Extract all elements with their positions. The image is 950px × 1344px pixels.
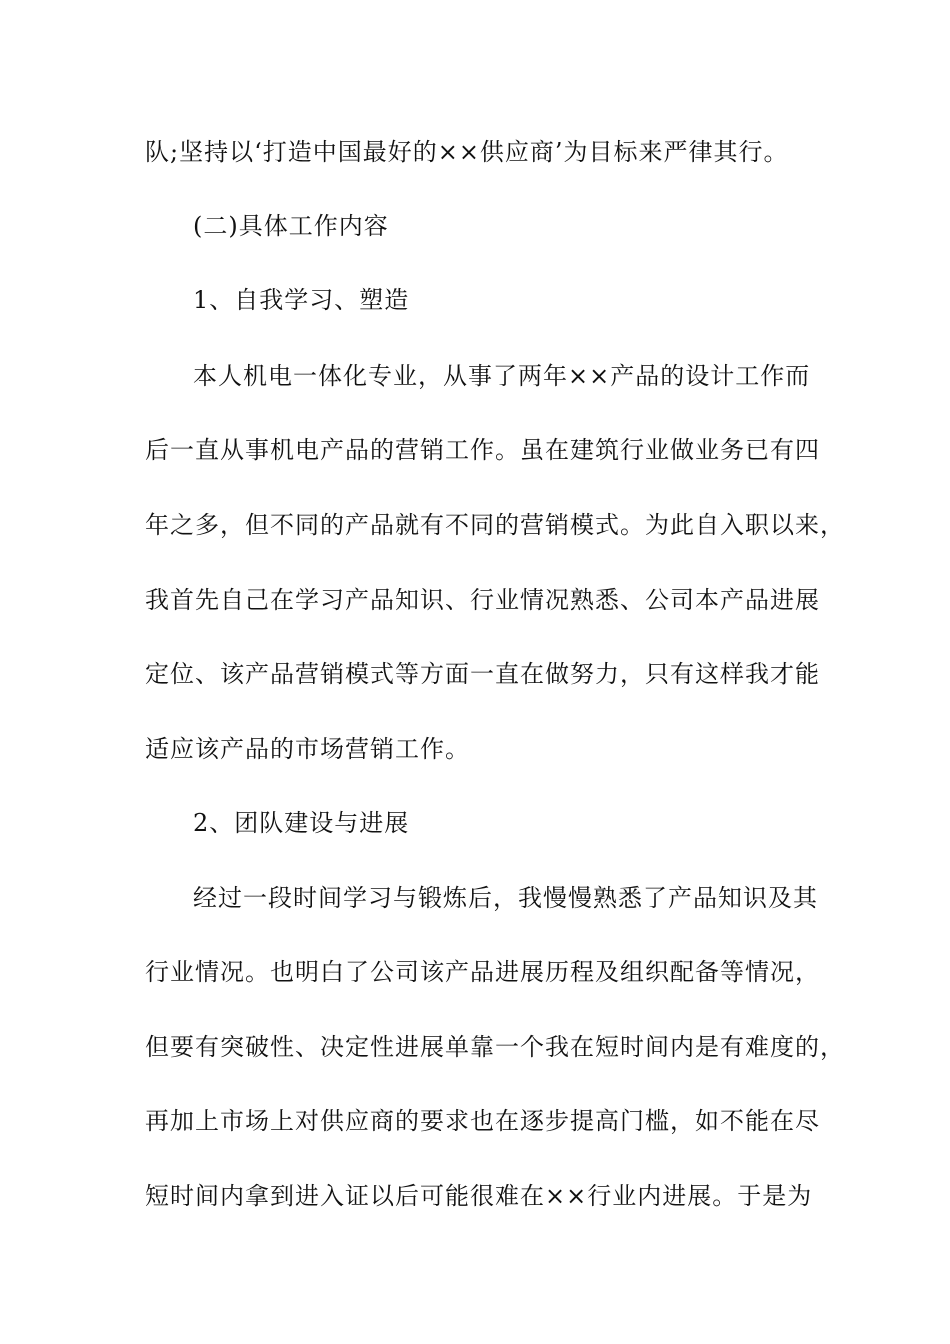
- paragraph-line: 本人机电一体化专业，从事了两年××产品的设计工作而: [193, 362, 811, 390]
- paragraph-line: 后一直从事机电产品的营销工作。虽在建筑行业做业务已有四: [145, 436, 820, 464]
- paragraph-line: 定位、该产品营销模式等方面一直在做努力，只有这样我才能: [145, 660, 820, 688]
- paragraph-line: 但要有突破性、决定性进展单靠一个我在短时间内是有难度的，: [145, 1033, 845, 1061]
- paragraph-line: 适应该产品的市场营销工作。: [145, 735, 470, 763]
- section-heading: (二)具体工作内容: [193, 212, 389, 240]
- subsection-heading: 1、自我学习、塑造: [193, 286, 410, 314]
- subsection-heading: 2、团队建设与进展: [193, 809, 410, 837]
- paragraph-line: 再加上市场上对供应商的要求也在逐步提高门槛，如不能在尽: [145, 1107, 820, 1135]
- paragraph-line: 短时间内拿到进入证以后可能很难在××行业内进展。于是为: [145, 1182, 813, 1210]
- paragraph-line: 行业情况。也明白了公司该产品进展历程及组织配备等情况，: [145, 958, 820, 986]
- paragraph-line: 年之多，但不同的产品就有不同的营销模式。为此自入职以来，: [145, 511, 845, 539]
- paragraph-line: 经过一段时间学习与锻炼后，我慢慢熟悉了产品知识及其: [193, 884, 818, 912]
- paragraph-line: 队;坚持以‘打造中国最好的××供应商’为目标来严律其行。: [145, 138, 789, 166]
- paragraph-line: 我首先自己在学习产品知识、行业情况熟悉、公司本产品进展: [145, 586, 820, 614]
